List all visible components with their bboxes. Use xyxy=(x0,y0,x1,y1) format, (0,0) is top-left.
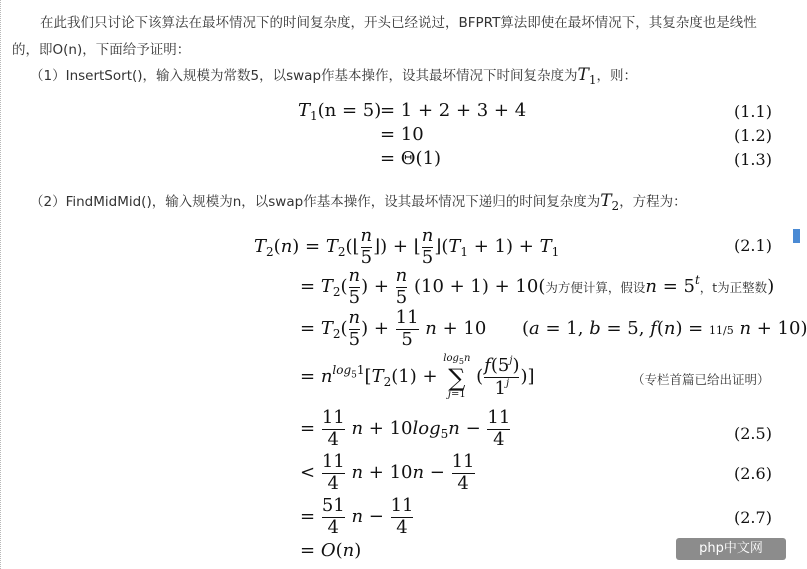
eq2-row2: = $T_2$( $\frac{n}{5}$ ) + $\frac{n}{5}$ (10 + 1) + 10(为方便计算，假设$n = 5^t$，t为正整数) xyxy=(300,265,775,308)
eq2-row3: = $T_2$( $\frac{n}{5}$ ) + $\frac{11}{5}$ n + 10 xyxy=(300,307,487,350)
eq1-row2: = 10 xyxy=(380,124,424,145)
intro-line-1: 在此我们只讨论下该算法在最坏情况下的时间复杂度，开头已经说过，BFPRT算法即使在最坏情况下，其复杂度也是线性 xyxy=(40,15,757,31)
part1-var-sub: 1 xyxy=(588,73,597,87)
eq2-note1b: ，t为正整数 xyxy=(699,280,768,296)
eq-number-2-6: (2.6) xyxy=(734,464,772,483)
part2-text: （2）FindMidMid()，输入规模为n，以swap作基本操作，设其最坏情况下递归的时间复杂度为 xyxy=(30,194,601,210)
part2-suffix: ，方程为： xyxy=(619,194,687,210)
eq-number-1-3: (1.3) xyxy=(734,150,772,169)
eq2-row5: = $\frac{11}{4}$ $n + 10\log_5n$ − $\frac{11}{4}$ xyxy=(300,407,511,450)
eq2-note1: 为方便计算，假设 xyxy=(545,280,646,296)
eq2-row1: $T_2(n)$ = $T_2(⌊$ $\frac{n}{5}$ ⌋) + ⌊ $\frac{n}{5}$ $⌋(T_1 + 1) + T_1$ xyxy=(254,225,560,268)
eq-number-1-1: (1.1) xyxy=(734,102,772,121)
eq1-row1: = 1 + 2 + 3 + 4 xyxy=(380,100,527,121)
part1-var: T xyxy=(577,65,589,85)
part1-heading xyxy=(30,64,637,87)
eq2-row7: = $\frac{51}{4}$ n − $\frac{11}{4}$ xyxy=(300,495,414,538)
eq1-row3: = Θ(1) xyxy=(380,148,442,169)
eq-number-2-1: (2.1) xyxy=(734,236,772,255)
left-border xyxy=(0,0,2,569)
side-scroll-marker[interactable] xyxy=(793,229,800,243)
part2-var-sub: 2 xyxy=(611,199,620,213)
eq2-row3-params: (a = 1, b = 5, f(n) = 11/5 n + 10) xyxy=(522,318,807,339)
eq2-row8: = O(n) xyxy=(300,540,362,561)
eq-number-2-5: (2.5) xyxy=(734,424,772,443)
eq1-lhs: $T_1(n = 5)$ xyxy=(298,100,382,123)
eq2-note3: （专栏首篇已给出证明） xyxy=(632,372,770,387)
intro-line-2: 的，即O(n)，下面给予证明： xyxy=(12,42,191,58)
eq2-row6: < $\frac{11}{4}$ n + 10n − $\frac{11}{4}$ xyxy=(300,451,475,494)
eq2-row4: = $n^{log_51}[T_2(1)$ + $\log_5n$ ∑ j=1 ( $\frac{f(5^j)}{1^j}$ )] xyxy=(300,353,535,400)
part1-suffix: ，则： xyxy=(596,68,638,84)
part2-var: T xyxy=(600,191,612,211)
eq-number-2-7: (2.7) xyxy=(734,508,772,527)
part1-text: （1）InsertSort()，输入规模为常数5，以swap作基本操作，设其最坏情况下时间复杂度为 xyxy=(30,68,578,84)
eq-number-1-2: (1.2) xyxy=(734,126,772,145)
part2-heading xyxy=(30,190,687,213)
watermark-logo: php中文网 xyxy=(676,538,786,560)
